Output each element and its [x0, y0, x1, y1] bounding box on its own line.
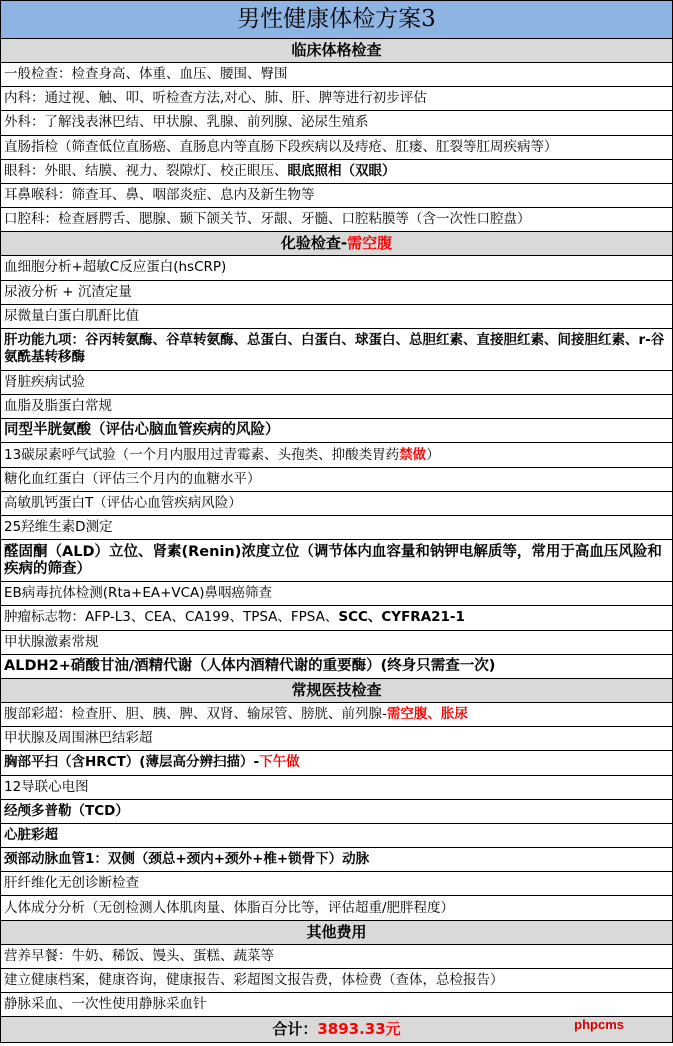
- table-row: 人体成分分析（无创检测人体肌肉量、体脂百分比等，评估超重/肥胖程度）: [1, 896, 672, 920]
- section-lab: [1, 232, 672, 256]
- table-row: 一般检查：检查身高、体重、血压、腰围、臀围: [1, 63, 672, 87]
- table-row: 肝功能九项：谷丙转氨酶、谷草转氨酶、总蛋白、白蛋白、球蛋白、总胆红素、直接胆红素、间接胆红素、r-谷氨酰基转移酶: [1, 329, 672, 371]
- table-row: 肝纤维化无创诊断检查: [1, 872, 672, 896]
- table-row: [1, 443, 672, 467]
- table-row: 外科：了解浅表淋巴结、甲状腺、乳腺、前列腺、泌尿生殖系: [1, 111, 672, 135]
- table-row: 甲状腺及周围淋巴结彩超: [1, 727, 672, 751]
- row-warning: 禁做: [399, 446, 427, 463]
- row-text: 13碳尿素呼气试验（一个月内服用过青霉素、头孢类、抑酸类胃药: [4, 446, 400, 463]
- row-bold-text: SCC、CYFRA21-1: [338, 609, 465, 626]
- table-row: 营养早餐：牛奶、稀饭、馒头、蛋糕、蔬菜等: [1, 945, 672, 969]
- section-note: 需空腹: [347, 234, 393, 253]
- row-bold-text: 眼底照相（双眼）: [287, 162, 396, 179]
- table-row: 同型半胱氨酸（评估心脑血管疾病的风险）: [1, 419, 672, 443]
- table-row: 肾脏疾病试验: [1, 371, 672, 395]
- section-title: 化验检查-: [280, 234, 348, 253]
- section-clinical: 临床体格检查: [1, 39, 672, 63]
- table-row: 25羟维生素D测定: [1, 516, 672, 540]
- table-row: 12导联心电图: [1, 776, 672, 800]
- table-row: 建立健康档案，健康咨询，健康报告、彩超图文报告费，体检费（查体，总检报告）: [1, 969, 672, 993]
- row-text: 眼科：外眼、结膜、视力、裂隙灯、校正眼压、: [4, 162, 288, 179]
- table-row: 尿液分析 + 沉渣定量: [1, 281, 672, 305]
- table-row: 静脉采血、一次性使用静脉采血针: [1, 993, 672, 1017]
- table-row: 甲状腺激素常规: [1, 631, 672, 655]
- row-warning: 下午做: [259, 754, 300, 771]
- page-title: 男性健康体检方案3: [1, 1, 672, 39]
- row-warning: 需空腹、胀尿: [386, 706, 468, 723]
- table-row: [1, 703, 672, 727]
- row-text: ）: [426, 446, 440, 463]
- table-row: 直肠指检（筛查低位直肠癌、直肠息内等直肠下段疾病以及痔疮、肛瘘、肛裂等肛周疾病等）: [1, 136, 672, 160]
- table-row: 颈部动脉血管1：双侧（颈总+颈内+颈外+椎+锁骨下）动脉: [1, 848, 672, 872]
- table-row: 糖化血红蛋白（评估三个月内的血糖水平）: [1, 468, 672, 492]
- table-row: ALDH2+硝酸甘油/酒精代谢（人体内酒精代谢的重要酶）(终身只需查一次): [1, 655, 672, 679]
- table-row: 心脏彩超: [1, 824, 672, 848]
- table-row: 耳鼻喉科：筛查耳、鼻、咽部炎症、息内及新生物等: [1, 184, 672, 208]
- table-row: [1, 606, 672, 630]
- total-amount: 3893.33元: [317, 1020, 401, 1039]
- row-text: 胸部平扫（含HRCT）(薄层高分辨扫描）-: [4, 754, 260, 771]
- table-row: 血脂及脂蛋白常规: [1, 395, 672, 419]
- total-label: 合计：: [272, 1020, 318, 1039]
- table-row: 高敏肌钙蛋白T（评估心血管疾病风险）: [1, 492, 672, 516]
- row-text: 腹部彩超：检查肝、胆、胰、脾、双肾、输尿管、膀胱、前列腺-: [4, 706, 387, 723]
- table-row: EB病毒抗体检测(Rta+EA+VCA)鼻咽癌筛查: [1, 582, 672, 606]
- table-row: 内科：通过视、触、叩、听检查方法,对心、肺、肝、脾等进行初步评估: [1, 87, 672, 111]
- section-other: 其他费用: [1, 921, 672, 945]
- table-row: [1, 160, 672, 184]
- row-text: 肿瘤标志物：AFP-L3、CEA、CA199、TPSA、FPSA、: [4, 609, 339, 626]
- section-imaging: 常规医技检查: [1, 679, 672, 703]
- table-row: 醛固酮（ALD）立位、肾素(Renin)浓度立位（调节体内血容量和钠钾电解质等，常用于高血压风险和疾病的筛查）: [1, 540, 672, 582]
- table-row: 口腔科：检查唇腭舌、腮腺、颞下颌关节、牙龈、牙髓、口腔粘膜等（含一次性口腔盘）: [1, 208, 672, 232]
- watermark-logo: phpcms: [574, 1017, 624, 1033]
- total-row: [1, 1017, 672, 1042]
- table-row: [1, 751, 672, 775]
- table-row: 尿微量白蛋白肌酐比值: [1, 305, 672, 329]
- table-row: 经颅多普勒（TCD）: [1, 800, 672, 824]
- table-row: 血细胞分析+超敏C反应蛋白(hsCRP): [1, 256, 672, 280]
